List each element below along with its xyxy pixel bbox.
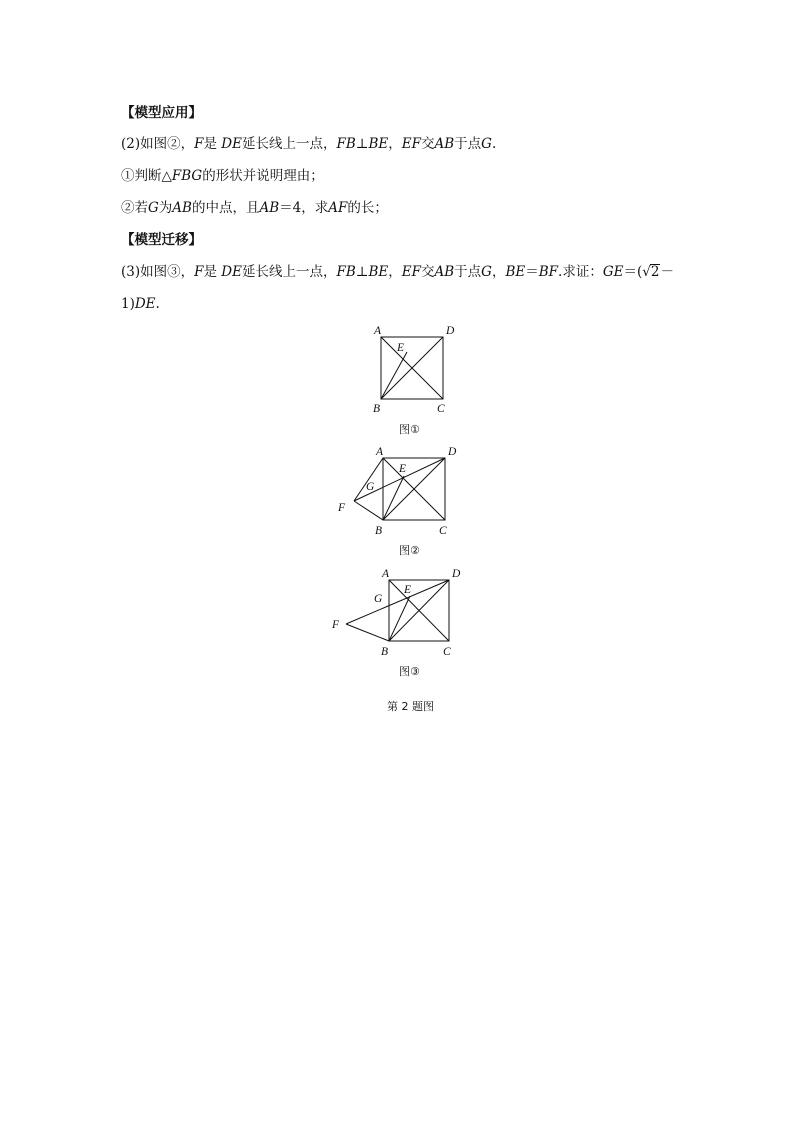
- fig2-label-E: E: [399, 463, 407, 475]
- question-2-part-2: ②若G为AB的中点，且AB＝4，求AF的长；: [121, 200, 388, 216]
- section-heading-application: 【模型应用】: [121, 105, 202, 121]
- fig3-label-E: E: [404, 584, 412, 596]
- fig3-label-A: A: [382, 568, 390, 580]
- fig3-label-G: G: [374, 593, 383, 605]
- question-3-text-line-1: (3)如图③，F是 DE延长线上一点，FB⊥BE，EF交AB于点G，BE＝BF.求证：GE＝(√2－: [121, 264, 674, 280]
- fig2-label-D: D: [448, 446, 457, 458]
- fig1-label-D: D: [446, 325, 455, 337]
- fig1-label-B: B: [373, 403, 381, 415]
- overall-figure-caption: 第 2 题图: [387, 700, 434, 713]
- fig1-caption: 图①: [399, 423, 420, 436]
- sqrt-radicand: 2: [650, 264, 660, 280]
- fig1-segment-be: [381, 352, 407, 399]
- fig2-label-A: A: [376, 446, 384, 458]
- figure-2: [337, 446, 457, 557]
- fig2-label-F: F: [338, 502, 346, 514]
- fig2-label-B: B: [375, 525, 383, 537]
- fig3-label-F: F: [332, 619, 340, 631]
- fig3-segment-be: [389, 596, 410, 641]
- fig1-label-A: A: [374, 325, 382, 337]
- fig3-caption: 图③: [399, 665, 420, 678]
- fig3-label-B: B: [381, 646, 389, 658]
- fig2-caption: 图②: [399, 544, 420, 557]
- question-2-text: (2)如图②，F是 DE延长线上一点，FB⊥BE，EF交AB于点G.: [121, 136, 497, 152]
- question-2-part-1: ①判断△FBG的形状并说明理由；: [121, 168, 324, 184]
- fig1-label-C: C: [437, 403, 445, 415]
- question-3-text-line-2: 1)DE.: [121, 296, 160, 312]
- figure-1: [373, 325, 455, 436]
- fig2-label-C: C: [439, 525, 447, 537]
- fig1-label-E: E: [397, 342, 405, 354]
- fig2-label-G: G: [366, 481, 375, 493]
- fig3-label-C: C: [443, 646, 451, 658]
- fig3-segment-fb: [346, 624, 389, 641]
- fig2-segment-fb: [354, 501, 383, 520]
- fig3-label-D: D: [452, 568, 461, 580]
- section-heading-transfer: 【模型迁移】: [121, 232, 202, 248]
- fig3-segment-df: [346, 580, 449, 624]
- figure-3: [331, 568, 461, 678]
